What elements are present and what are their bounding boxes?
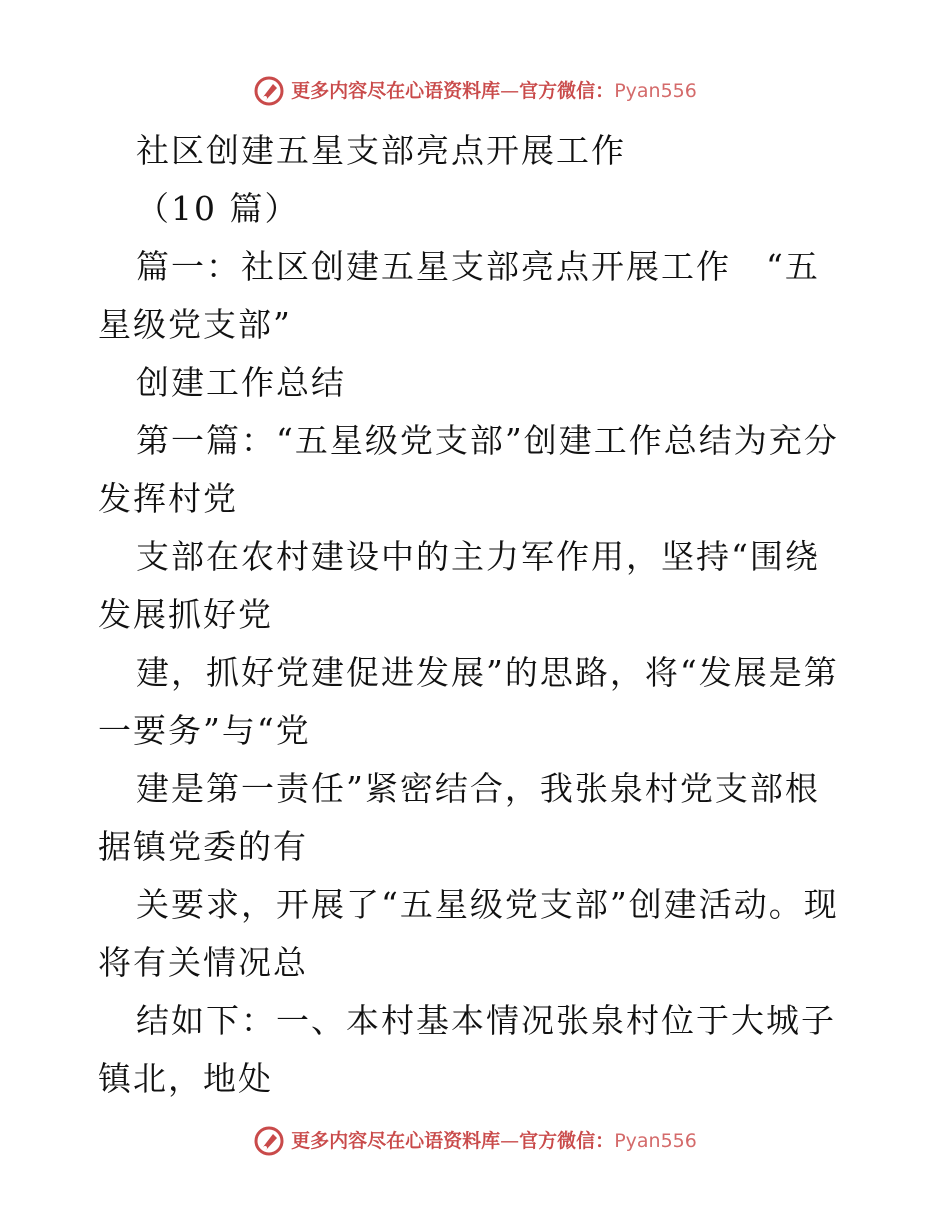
banner-wechat-id: Pyan556 <box>614 1130 697 1152</box>
document-title: 社区创建五星支部亮点开展工作 <box>136 131 626 170</box>
header-watermark-banner <box>0 75 950 107</box>
banner-separator: — <box>500 1130 520 1152</box>
banner-official-label: 官方微信： <box>519 80 615 102</box>
paragraph: 建是第一责任”紧密结合，我张泉村党支部根据镇党委的有 <box>98 769 820 866</box>
banner-main-text: 更多内容尽在心语资料库 <box>291 1130 501 1152</box>
banner-main-text: 更多内容尽在心语资料库 <box>291 80 501 102</box>
paragraph: 创建工作总结 <box>136 363 346 402</box>
footer-watermark-banner <box>0 1125 950 1157</box>
document-body <box>98 122 854 1108</box>
banner-official-label: 官方微信： <box>519 1130 615 1152</box>
paragraph: 支部在农村建设中的主力军作用，坚持“围绕发展抓好党 <box>98 537 820 634</box>
pen-nib-logo-icon <box>253 75 285 107</box>
paragraph: 关要求，开展了“五星级党支部”创建活动。现将有关情况总 <box>98 885 839 982</box>
paragraph: 结如下：一、本村基本情况张泉村位于大城子镇北，地处 <box>98 1001 836 1098</box>
paragraph: 第一篇：“五星级党支部”创建工作总结为充分发挥村党 <box>98 421 839 518</box>
paragraph: 篇一：社区创建五星支部亮点开展工作 “五星级党支部” <box>98 247 820 344</box>
banner-wechat-id: Pyan556 <box>614 80 697 102</box>
banner-separator: — <box>500 80 520 102</box>
document-subtitle: （10 篇） <box>136 189 300 228</box>
paragraph: 建，抓好党建促进发展”的思路，将“发展是第一要务”与“党 <box>98 653 839 750</box>
pen-nib-logo-icon <box>253 1125 285 1157</box>
